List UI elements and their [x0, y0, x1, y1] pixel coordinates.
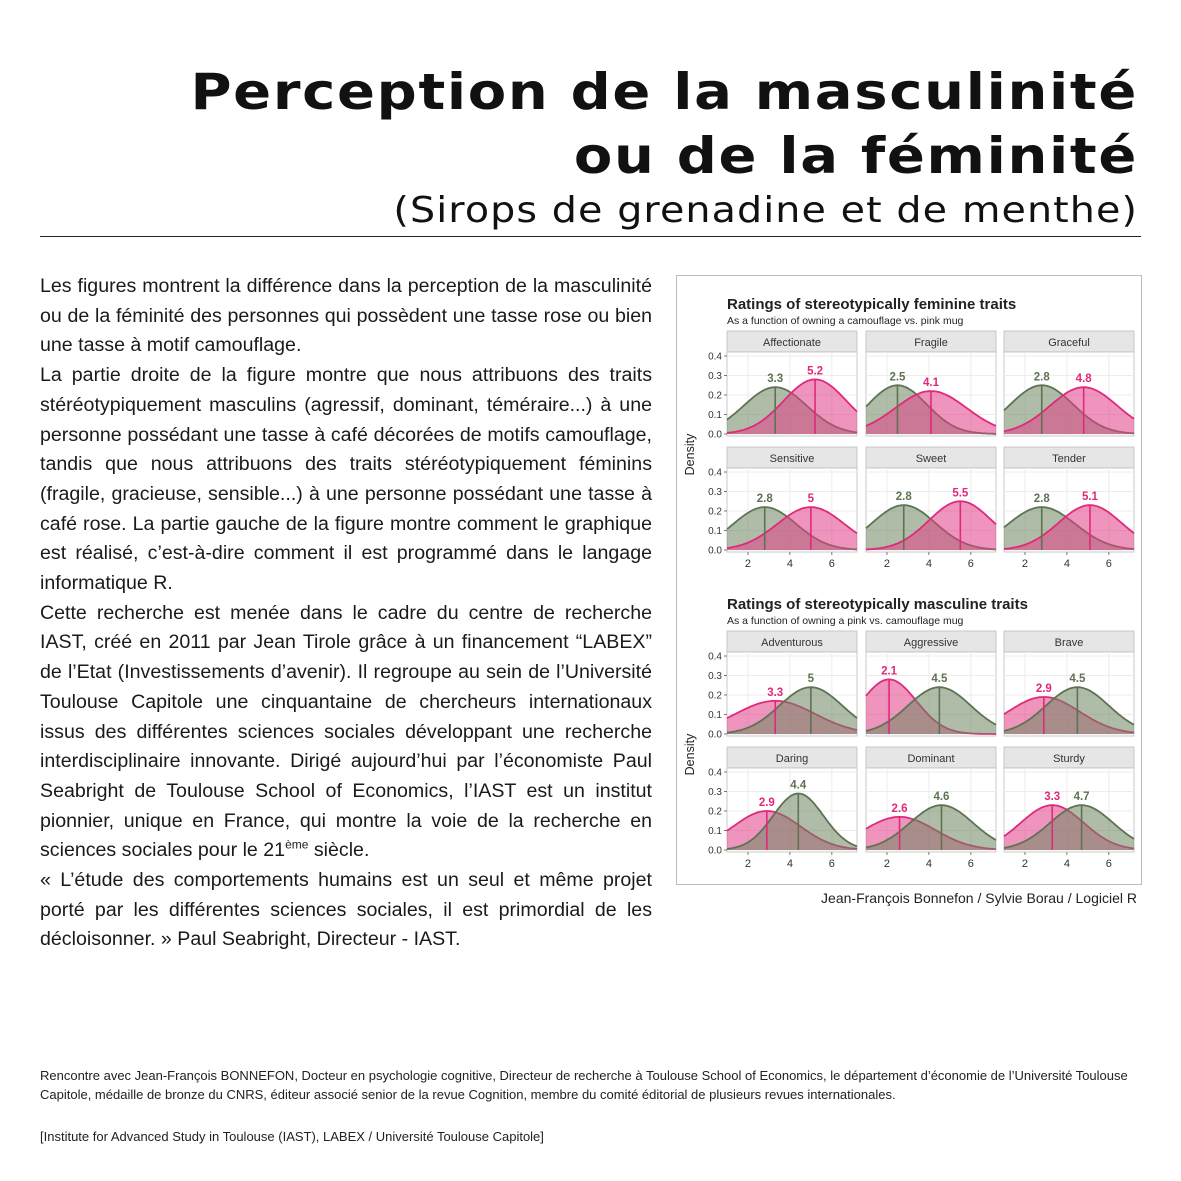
y-axis-label: Density — [683, 733, 697, 776]
y-tick-label: 0.3 — [708, 371, 722, 382]
chart-subtitle: As a function of owning a pink vs. camouflage mug — [727, 615, 964, 627]
y-tick-label: 0.0 — [708, 545, 722, 557]
pink-mean-label: 5 — [807, 493, 815, 506]
green-mean-label: 2.8 — [895, 491, 912, 504]
article-body — [40, 272, 652, 955]
header-divider — [40, 236, 1141, 237]
y-tick-label: 0.4 — [708, 651, 722, 663]
panel-label: Graceful — [1048, 337, 1090, 349]
panel-label: Brave — [1054, 637, 1084, 649]
y-tick-label: 0.0 — [708, 845, 722, 857]
green-mean-label: 5 — [807, 673, 815, 686]
y-axis-label: Density — [683, 433, 697, 476]
green-mean-label: 2.8 — [1033, 371, 1050, 384]
page-subtitle: (Sirops de grenadine et de menthe) — [393, 190, 1139, 231]
x-tick-label: 6 — [828, 558, 835, 570]
y-tick-label: 0.3 — [708, 487, 722, 498]
x-tick-label: 6 — [1105, 858, 1112, 870]
pink-mean-label: 4.8 — [1075, 373, 1092, 386]
panel-label: Tender — [1052, 453, 1086, 465]
green-mean-label: 4.6 — [933, 791, 950, 804]
green-mean-label: 4.5 — [1069, 673, 1086, 686]
x-tick-label: 2 — [744, 858, 752, 870]
panel-label: Sturdy — [1053, 753, 1085, 765]
pink-mean-label: 2.6 — [891, 802, 908, 815]
y-tick-label: 0.3 — [708, 787, 722, 798]
header — [38, 60, 1138, 234]
y-tick-label: 0.4 — [708, 351, 722, 363]
green-mean-label: 3.3 — [767, 373, 784, 386]
x-tick-label: 4 — [925, 858, 932, 870]
x-tick-label: 6 — [1105, 558, 1112, 570]
footer-reference: [Institute for Advanced Study in Toulouse (IAST), LABEX / Université Toulouse Capitole] — [40, 1129, 544, 1144]
figure-credit: Jean-François Bonnefon / Sylvie Borau / Logiciel R — [821, 890, 1137, 906]
pink-mean-label: 5.1 — [1081, 491, 1098, 504]
y-tick-label: 0.3 — [708, 671, 722, 682]
y-tick-label: 0.4 — [708, 767, 722, 779]
x-tick-label: 4 — [1063, 558, 1070, 570]
green-mean-label: 2.8 — [756, 493, 773, 506]
x-tick-label: 2 — [1021, 858, 1029, 870]
page-title-line1: Perception de la masculinité — [190, 63, 1138, 121]
pink-mean-label: 2.9 — [1035, 682, 1052, 695]
pink-mean-label: 5.2 — [807, 365, 824, 378]
density-charts-svg — [677, 276, 1141, 884]
green-mean-label: 4.7 — [1073, 791, 1090, 804]
paragraph-2: La partie droite de la figure montre que nous attribuons des traits stéréotypiquement masculins (agressif, dominant, téméraire...) à une personne possédant une tasse à café décorées de motifs camouflage, tandis que nous attribuons des traits stéréotypiquement féminins (fragile, gracieuse, sensible...) à une personne possédant une tasse à café rose. La partie gauche de la figure montre comment le graphique est réalisé, c’est-à-dire comment il est programmé dans le langage informatique R. — [40, 364, 652, 595]
pink-mean-label: 3.3 — [767, 686, 784, 699]
pink-mean-label: 2.1 — [881, 665, 898, 678]
green-mean-label: 4.5 — [931, 673, 948, 686]
paragraph-1: Les figures montrent la différence dans la perception de la masculinité ou de la féminité des personnes qui possèdent une tasse rose ou bien une tasse à motif camouflage. — [40, 275, 652, 357]
green-mean-label: 2.5 — [889, 371, 906, 384]
green-mean-label: 2.8 — [1033, 493, 1050, 506]
chart-title: Ratings of stereotypically masculine traits — [727, 596, 1028, 613]
footer-bio: Rencontre avec Jean-François BONNEFON, Docteur en psychologie cognitive, Directeur de recherche à Toulouse School of Economics, le département d’économie de l’Université Toulouse Capitole, médaille de bronze du CNRS, éditeur associé senior de la revue Cognition, membre du comité éditorial de plusieurs revues internationales. — [40, 1068, 1128, 1102]
x-tick-label: 2 — [744, 558, 752, 570]
x-tick-label: 2 — [1021, 558, 1029, 570]
y-tick-label: 0.2 — [708, 690, 722, 702]
x-tick-label: 4 — [786, 858, 793, 870]
panel-label: Fragile — [914, 337, 948, 349]
paragraph-3-text: Cette recherche est menée dans le cadre du centre de recherche IAST, créé en 2011 par Jean Tirole grâce à un financement “LABEX” de l’Etat (Investissements d’avenir). Il regroupe au sein de l’Université Toulouse Capitole une cinquantaine de chercheurs internationaux issus des différentes sciences sociales développant une recherche interdisciplinaire innovante. Dirigé aujourd’hui par l’économiste Paul Seabright de Toulouse School of Economics, l’IAST est un institut pionnier, unique en France, qui montre la voie de la recherche en sciences sociales pour le 21 — [40, 601, 652, 862]
chart-title: Ratings of stereotypically feminine traits — [727, 296, 1017, 313]
chart-subtitle: As a function of owning a camouflage vs. pink mug — [727, 315, 964, 327]
x-tick-label: 6 — [967, 858, 974, 870]
pink-mean-label: 3.3 — [1044, 791, 1061, 804]
paragraph-4: « L’étude des comportements humains est un seul et même projet porté par les différentes sciences sociales, il est primordial de les décloisonner. » Paul Seabright, Directeur - IAST. — [40, 869, 652, 951]
y-tick-label: 0.1 — [708, 826, 722, 837]
pink-mean-label: 5.5 — [952, 487, 969, 500]
panel-label: Sweet — [915, 453, 947, 465]
x-tick-label: 4 — [1063, 858, 1070, 870]
green-mean-label: 4.4 — [790, 779, 807, 792]
panel-label: Dominant — [907, 753, 955, 765]
y-tick-label: 0.2 — [708, 506, 722, 518]
y-tick-label: 0.0 — [708, 729, 722, 741]
pink-mean-label: 2.9 — [758, 797, 775, 809]
y-tick-label: 0.2 — [708, 390, 722, 402]
y-tick-label: 0.1 — [708, 410, 722, 421]
y-tick-label: 0.1 — [708, 526, 722, 537]
y-tick-label: 0.4 — [708, 467, 722, 479]
paragraph-3-end: siècle. — [308, 839, 370, 862]
x-tick-label: 2 — [883, 558, 891, 570]
x-tick-label: 6 — [967, 558, 974, 570]
pink-mean-label: 4.1 — [923, 377, 939, 390]
density-figure — [676, 275, 1142, 885]
footer — [40, 1066, 1140, 1146]
x-tick-label: 4 — [786, 558, 793, 570]
panel-label: Aggressive — [903, 637, 959, 649]
page-title-line2: ou de la féminité — [573, 127, 1138, 185]
panel-label: Affectionate — [763, 337, 821, 349]
panel-label: Sensitive — [769, 453, 815, 465]
x-tick-label: 6 — [828, 858, 835, 870]
paragraph-3-superscript: ème — [285, 837, 309, 852]
y-tick-label: 0.2 — [708, 806, 722, 818]
panel-label: Daring — [775, 753, 809, 765]
paragraph-3 — [40, 599, 652, 866]
panel-label: Adventurous — [761, 637, 823, 649]
y-tick-label: 0.1 — [708, 710, 722, 721]
y-tick-label: 0.0 — [708, 429, 722, 441]
x-tick-label: 4 — [925, 558, 932, 570]
x-tick-label: 2 — [883, 858, 891, 870]
